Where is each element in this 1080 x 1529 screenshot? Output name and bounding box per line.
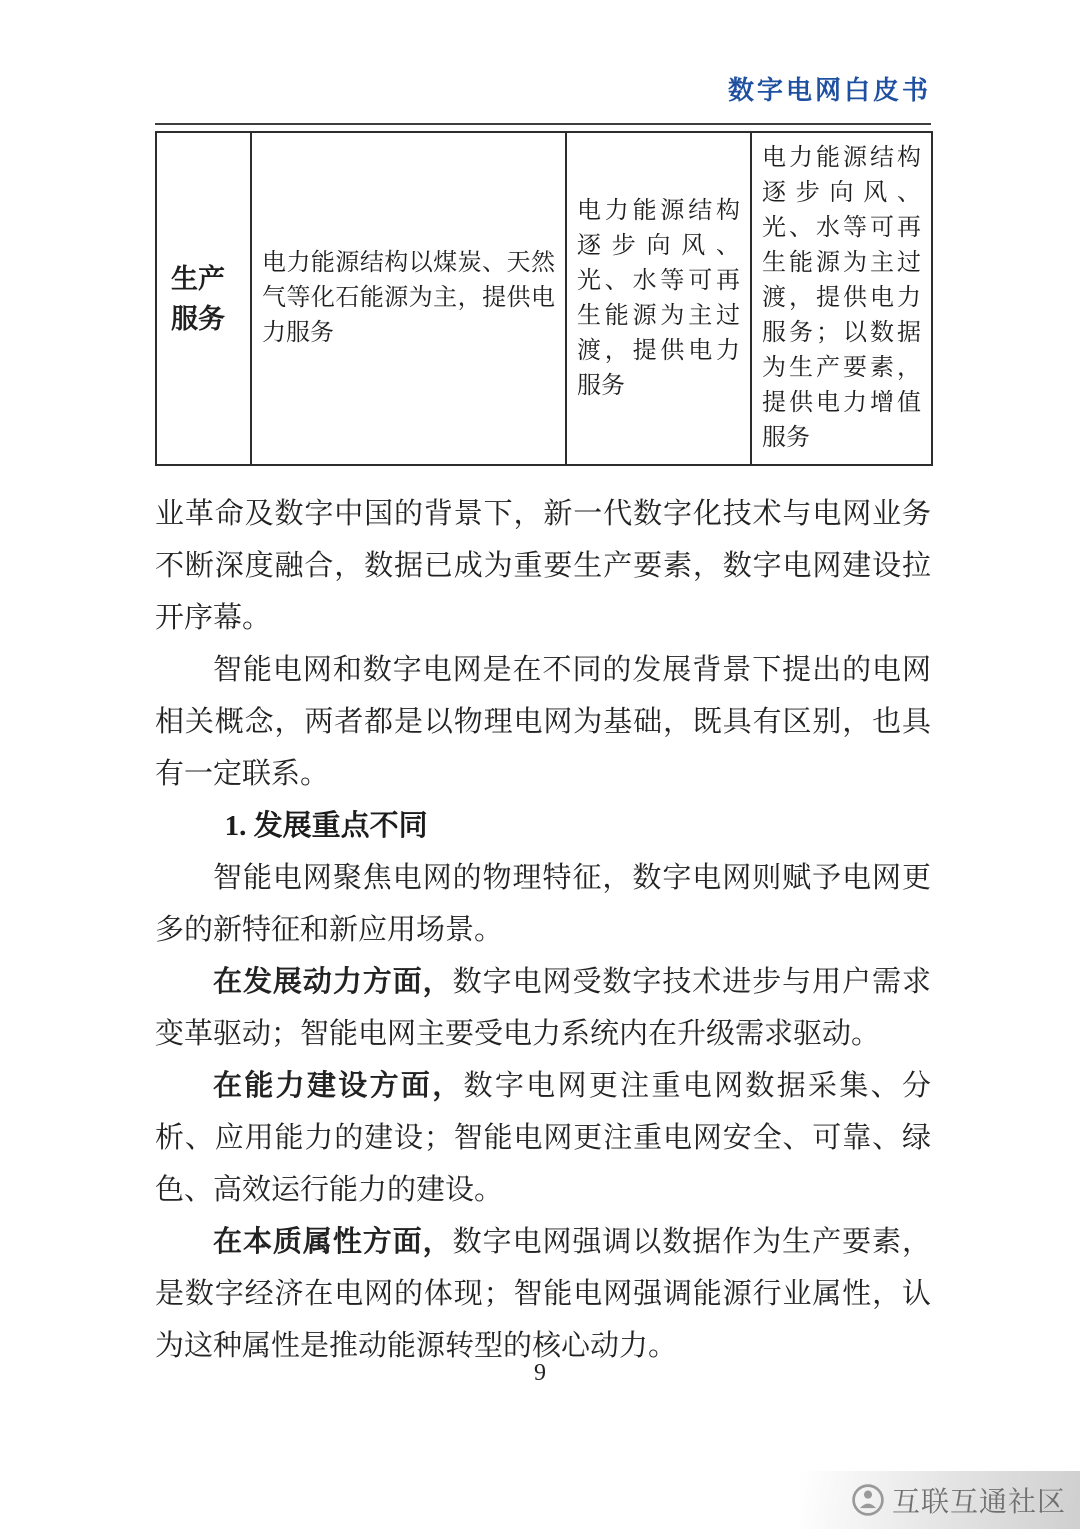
paragraph-intro: 智能电网和数字电网是在不同的发展背景下提出的电网相关概念，两者都是以物理电网为基础，既具有区别，也具有一定联系。 — [155, 654, 931, 790]
paragraph-capability-text: 数字电网更注重电网数据采集、分析、应用能力的建设；智能电网更注重电网安全、可靠、绿色、高效运行能力的建设。 — [155, 1070, 931, 1206]
comparison-table — [155, 131, 933, 466]
section-heading-development-focus: 1. 发展重点不同 — [224, 810, 428, 842]
paragraph-continuation: 业革命及数字中国的背景下，新一代数字化技术与电网业务不断深度融合，数据已成为重要生产要素，数字电网建设拉开序幕。 — [155, 498, 931, 634]
paragraph-essence — [155, 1216, 931, 1372]
paragraph-focus: 智能电网聚焦电网的物理特征，数字电网则赋予电网更多的新特征和新应用场景。 — [155, 862, 931, 946]
paragraph-capability — [155, 1060, 931, 1216]
paragraph-driving-force — [155, 956, 931, 1060]
table-row — [156, 132, 932, 465]
table-row-header: 生产服务 — [156, 132, 251, 465]
watermark-text: 互联互通社区 — [891, 1486, 1066, 1517]
paragraph-driving-force-lead: 在发展动力方面， — [213, 966, 453, 998]
header-title: 数字电网白皮书 — [727, 75, 931, 105]
watermark-badge — [800, 1471, 1080, 1529]
paragraph-driving-force-text: 数字电网受数字技术进步与用户需求变革驱动；智能电网主要受电力系统内在升级需求驱动。 — [155, 966, 931, 1050]
table-cell-digital-grid: 电力能源结构逐步向风、光、水等可再生能源为主过渡，提供电力服务；以数据为生产要素，提供电力增值服务 — [751, 132, 932, 465]
table-cell-smart-grid: 电力能源结构逐步向风、光、水等可再生能源为主过渡，提供电力服务 — [566, 132, 751, 465]
page-number: 9 — [534, 1360, 546, 1386]
body-text — [155, 488, 931, 1372]
page-content — [155, 70, 931, 1372]
paragraph-essence-text: 数字电网强调以数据作为生产要素，是数字经济在电网的体现；智能电网强调能源行业属性，认为这种属性是推动能源转型的核心动力。 — [155, 1226, 931, 1362]
table-cell-traditional-grid: 电力能源结构以煤炭、天然气等化石能源为主，提供电力服务 — [251, 132, 566, 465]
community-logo-icon — [850, 1482, 886, 1518]
paragraph-essence-lead: 在本质属性方面， — [213, 1226, 453, 1258]
paragraph-capability-lead: 在能力建设方面， — [213, 1070, 464, 1102]
page-header — [155, 70, 931, 125]
